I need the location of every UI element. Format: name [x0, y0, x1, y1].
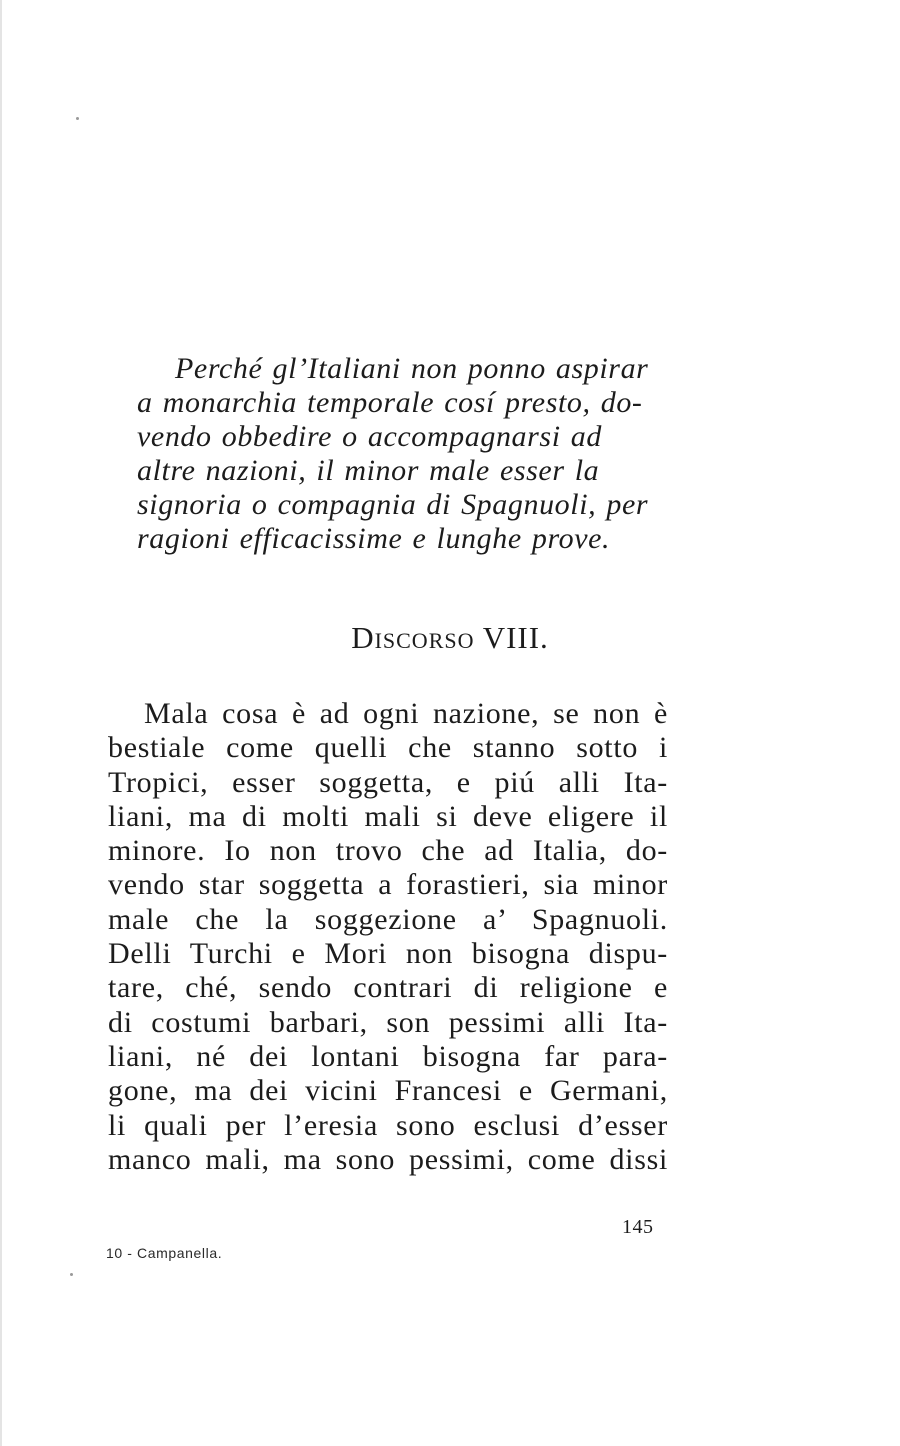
body-line: Tropici, esser soggetta, e piú alli Ita-: [108, 765, 668, 799]
heading-numeral: VIII.: [482, 620, 549, 655]
chapter-heading: [0, 618, 900, 658]
heading-word: Discorso: [351, 620, 475, 655]
paper-speck: [70, 1273, 73, 1276]
paper-speck: [76, 117, 79, 120]
body-line: di costumi barbari, son pessimi alli Ita-: [108, 1005, 668, 1039]
body-line: manco mali, ma sono pessimi, come dissi: [108, 1142, 668, 1176]
page-number: 145: [622, 1216, 654, 1238]
chapter-argument: [137, 352, 657, 556]
body-line: liani, ma di molti mali si deve eligere il: [108, 799, 668, 833]
body-line: male che la soggezione a’ Spagnuoli.: [108, 902, 668, 936]
argument-line: ragioni efficacissime e lunghe prove.: [137, 522, 611, 555]
argument-line: Perché gl’Italiani non ponno aspirar: [175, 352, 649, 385]
argument-line: a monarchia temporale cosí presto, do-: [137, 386, 643, 419]
argument-line: signoria o compagnia di Spagnuoli, per: [137, 488, 649, 521]
body-line: tare, ché, sendo contrari di religione e: [108, 971, 668, 1005]
body-line: li quali per l’eresia sono esclusi d’esser: [108, 1108, 668, 1142]
body-text: [108, 697, 668, 1177]
body-line: liani, né dei lontani bisogna far para-: [108, 1039, 668, 1073]
body-line: vendo star soggetta a forastieri, sia minor: [108, 868, 668, 902]
body-line: gone, ma dei vicini Francesi e Germani,: [108, 1074, 668, 1108]
body-line: Delli Turchi e Mori non bisogna dispu-: [108, 937, 668, 971]
signature-mark: 10 - Campanella.: [106, 1245, 223, 1261]
body-line: bestiale come quelli che stanno sotto i: [108, 731, 668, 765]
argument-line: vendo obbedire o accompagnarsi ad: [137, 420, 602, 453]
body-line: Mala cosa è ad ogni nazione, se non è: [144, 697, 668, 730]
page-edge: [0, 0, 2, 1446]
argument-line: altre nazioni, il minor male esser la: [137, 454, 600, 487]
body-line: minore. Io non trovo che ad Italia, do-: [108, 834, 668, 868]
